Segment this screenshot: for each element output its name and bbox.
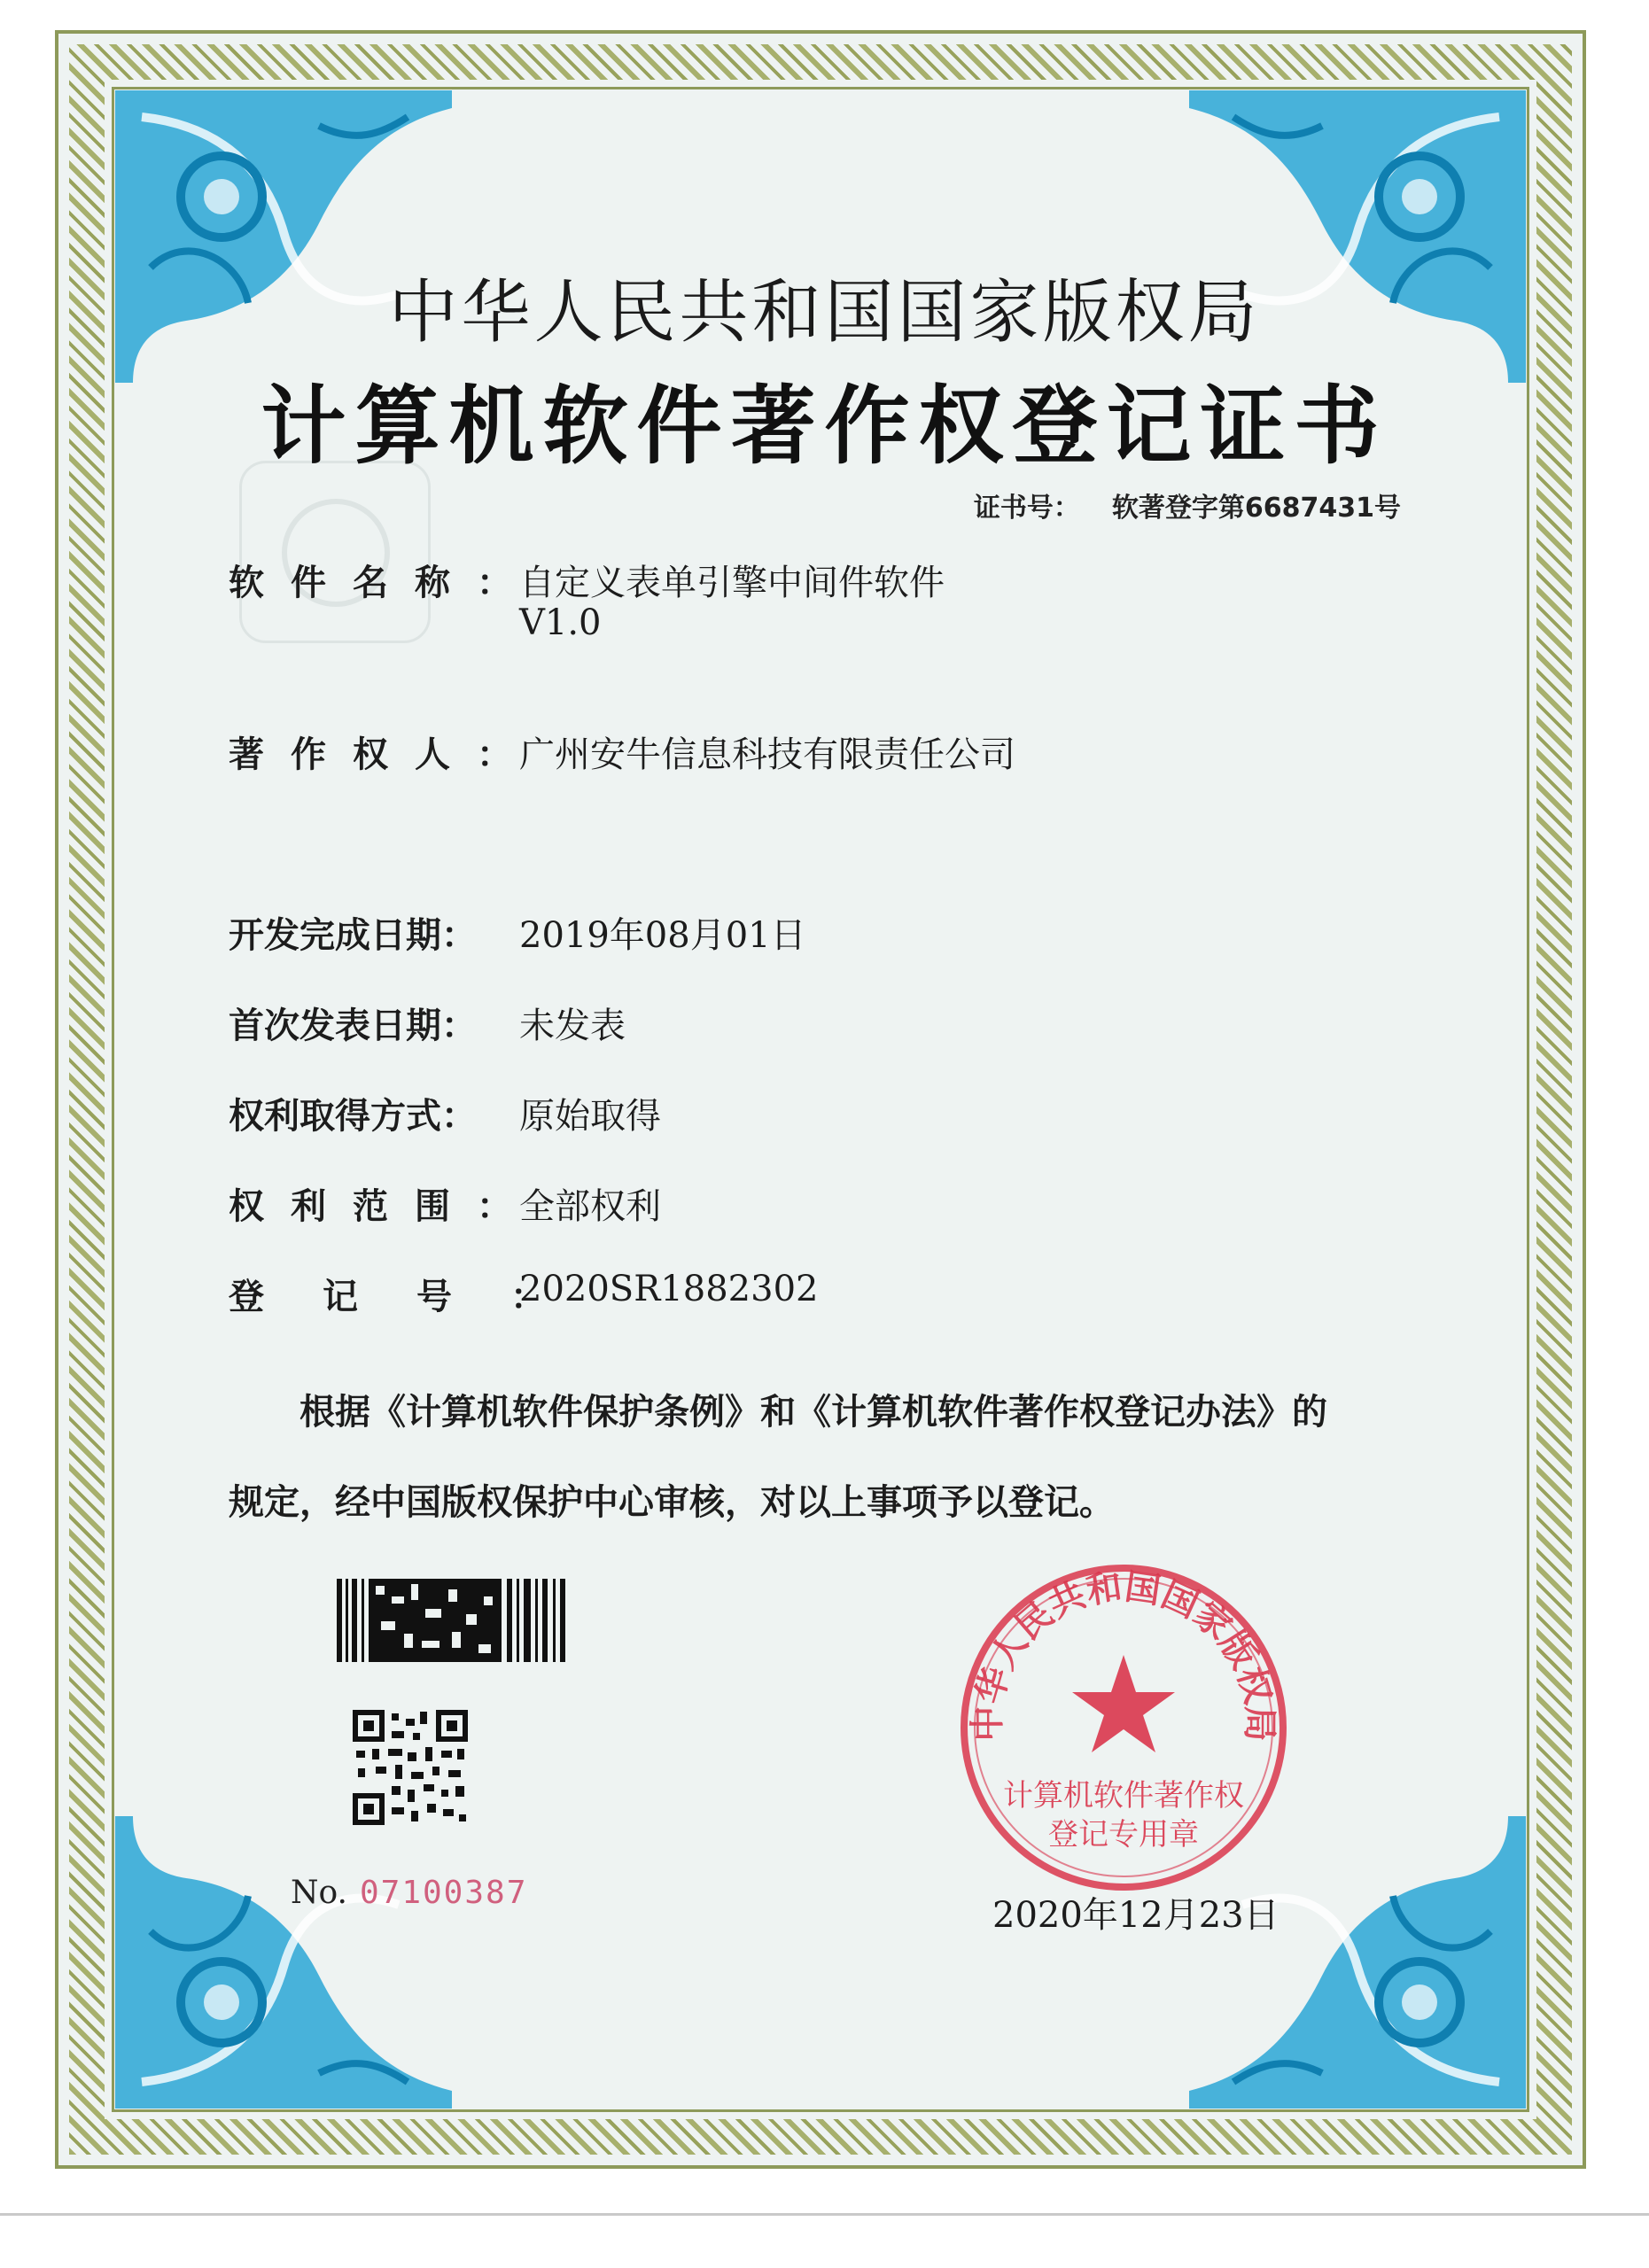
certificate-number (974, 485, 1401, 524)
first-publication-date-label: 首次发表日期： (229, 1006, 477, 1046)
rights-scope-label: 权利范围： (229, 1186, 539, 1227)
seal-ring-text: 中华人民共和国国家版权局 (967, 1566, 1280, 1742)
acquisition-method-label: 权利取得方式： (229, 1096, 477, 1137)
statement-line-1: 根据《计算机软件保护条例》和《计算机软件著作权登记办法》的 (299, 1392, 1327, 1433)
rights-scope-value: 全部权利 (519, 1186, 661, 1227)
official-seal (955, 1559, 1292, 1896)
software-name-label: 软件名称： (229, 563, 539, 603)
software-name-value: 自定义表单引擎中间件软件 (519, 563, 945, 603)
first-publication-date-value: 未发表 (519, 1006, 626, 1046)
serial-prefix: No. (291, 1875, 347, 1911)
registration-number-label: 登记号： (229, 1277, 604, 1317)
barcode (337, 1579, 567, 1662)
serial-number-value: 07100387 (359, 1875, 528, 1911)
issuing-authority: 中华人民共和国国家版权局 (388, 273, 1261, 353)
certificate-title: 计算机软件著作权登记证书 (261, 377, 1388, 476)
corner-ornament-bottom-left (115, 1816, 452, 2109)
embossed-stamp (239, 461, 431, 643)
statement-line-2: 规定，经中国版权保护中心审核，对以上事项予以登记。 (229, 1482, 1115, 1523)
dev-completion-date-value: 2019年08月01日 (519, 915, 806, 956)
certificate-number-label: 证书号： (973, 493, 1080, 524)
dev-completion-date-label: 开发完成日期： (229, 915, 477, 956)
software-version-value: V1.0 (519, 602, 602, 643)
certificate-number-value: 软著登字第6687431号 (1111, 493, 1401, 524)
copyright-owner-label: 著作权人： (229, 734, 539, 775)
seal-center-line-2: 登记专用章 (1048, 1817, 1199, 1852)
issue-date: 2020年12月23日 (992, 1895, 1280, 1936)
serial-number (291, 1875, 527, 1911)
copyright-owner-value: 广州安牛信息科技有限责任公司 (519, 734, 1015, 775)
acquisition-method-value: 原始取得 (519, 1096, 661, 1137)
scan-edge-line (0, 2213, 1649, 2216)
registration-number-value: 2020SR1882302 (519, 1269, 819, 1309)
qr-code (353, 1710, 468, 1825)
seal-center-line-1: 计算机软件著作权 (1003, 1778, 1244, 1814)
